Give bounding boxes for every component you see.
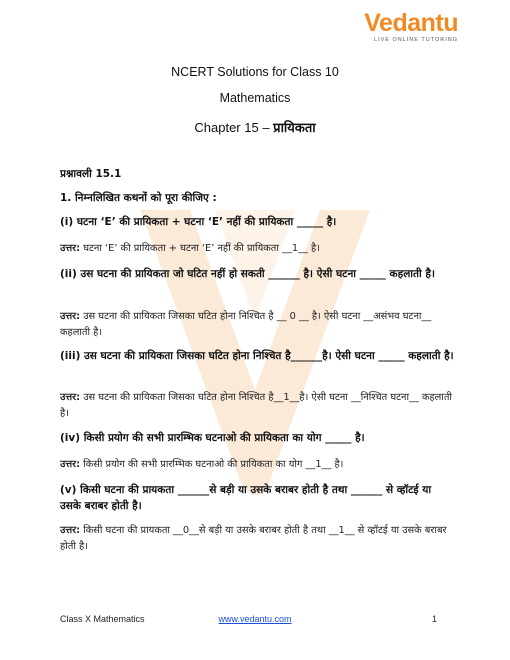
answer-label: उत्तर:	[60, 525, 81, 536]
answer-iv	[60, 457, 455, 473]
chapter-prefix: Chapter 15 –	[194, 120, 274, 135]
footer-class: Class X Mathematics	[60, 614, 145, 624]
answer-text: घटना ‘E’ की प्रायिकता + घटना ‘E’ नहीं की प्रायिकता __1__ है।	[80, 243, 320, 254]
logo-tagline: LIVE ONLINE TUTORING	[374, 37, 458, 43]
vedantu-logo	[358, 10, 458, 56]
answer-text: उस घटना की प्रायिकता जिसका घटित होना निश्चित है __ 0 __ है। ऐसी घटना __असंभव घटना__ कहलाती है।	[60, 311, 432, 338]
answer-iii	[60, 390, 455, 422]
footer-website-link[interactable]: www.vedantu.com	[218, 614, 292, 624]
doc-chapter	[0, 118, 510, 136]
question-heading: 1. निम्नलिखित कथनों को पूरा कीजिए :	[60, 192, 217, 204]
answer-label: उत्तर:	[60, 311, 81, 322]
logo-brand-text: Vedantu	[364, 9, 458, 37]
doc-title: NCERT Solutions for Class 10	[171, 65, 339, 79]
answer-label: उत्तर:	[60, 243, 81, 254]
answer-text: उस घटना की प्रायिकता जिसका घटित होना निश्चित है__1__है। ऐसी घटना __निश्चित घटना__ कहलाती है।	[60, 392, 452, 419]
question-v: (v) किसी घटना की प्रायकता ______से बड़ी या उसके बराबर होती है तथा ______ से व्हॉटई या उसके बराबर होती है।	[60, 484, 432, 512]
question-ii: (ii) उस घटना की प्रायिकता जो घटित नहीं हो सकती ______ है। ऐसी घटना _____ कहलाती है।	[60, 268, 435, 280]
question-iv: (iv) किसी प्रयोग की सभी प्रारम्भिक घटनाओ की प्रायिकता का योग _____ है।	[60, 432, 365, 444]
answer-text: किसी प्रयोग की सभी प्रारम्भिक घटनाओ की प्रायिकता का योग __1__ है।	[80, 459, 344, 470]
exercise-title: प्रश्नावली 15.1	[60, 168, 122, 180]
doc-subject: Mathematics	[219, 91, 291, 105]
answer-label: उत्तर:	[60, 459, 81, 470]
answer-text: किसी घटना की प्रायकता __0__से बड़ी या उसके बराबर होती है तथा __1__ से व्हॉटई या उसके बराबर होती है।	[60, 525, 447, 552]
answer-label: उत्तर:	[60, 392, 81, 403]
chapter-name: प्रायिकता	[273, 121, 316, 136]
page-number: 1	[432, 614, 438, 624]
question-i: (i) घटना ‘E’ की प्रायिकता + घटना ‘E’ नहीं की प्रायिकता _____ है।	[60, 216, 337, 228]
answer-ii	[60, 309, 455, 341]
answer-i	[60, 241, 455, 257]
question-iii: (iii) उस घटना की प्रायिकता जिसका घटित होना निश्चित है______है। ऐसी घटना _____ कहलाती है।	[60, 350, 454, 362]
answer-v	[60, 523, 455, 555]
